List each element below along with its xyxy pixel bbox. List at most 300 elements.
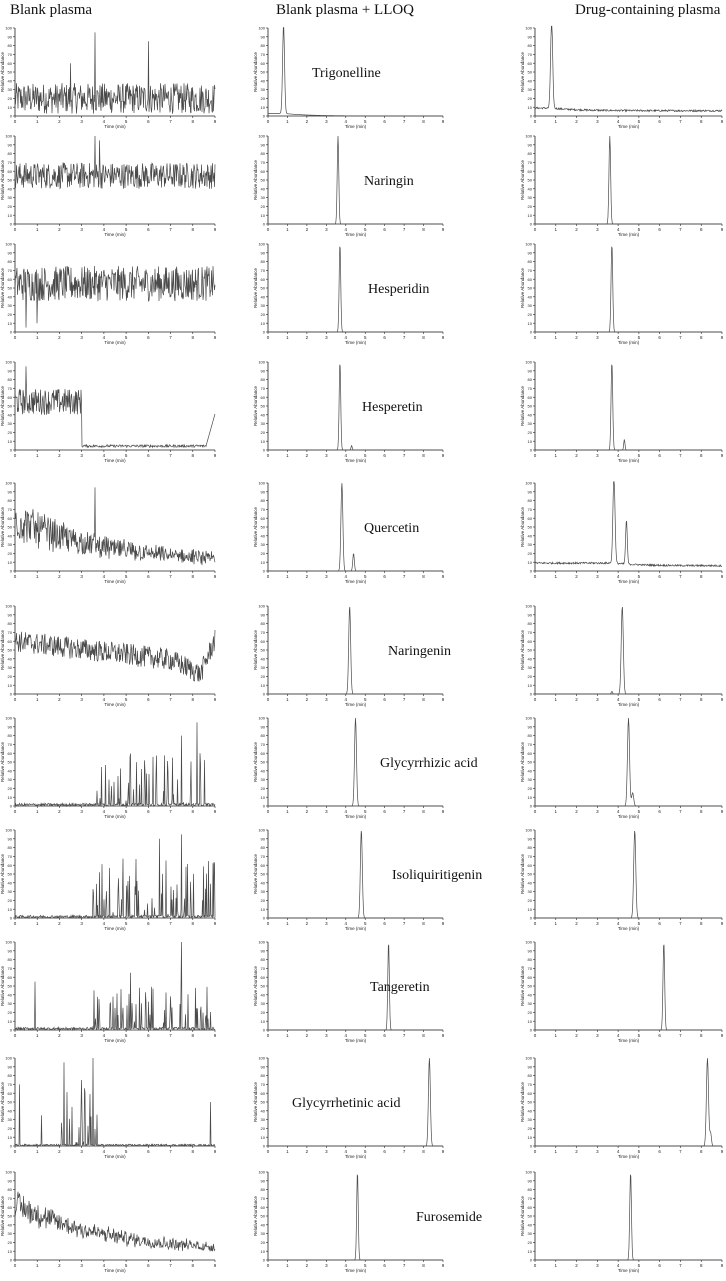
- y-tick-label: 20: [260, 1126, 265, 1131]
- y-tick-label: 50: [260, 524, 265, 530]
- y-tick-label: 100: [5, 480, 12, 486]
- x-tick-label: 5: [637, 119, 641, 124]
- y-tick-label: 100: [525, 1055, 532, 1061]
- y-tick-label: 20: [527, 786, 532, 791]
- x-tick-label: 0: [266, 1263, 270, 1268]
- x-tick-label: 1: [554, 809, 558, 814]
- y-tick-label: 70: [527, 160, 532, 165]
- y-tick-label: 40: [7, 1222, 12, 1228]
- chromatogram-trace: [15, 722, 215, 806]
- x-tick-label: 4: [344, 1263, 348, 1268]
- x-tick-label: 9: [213, 921, 217, 926]
- x-tick-label: 6: [383, 227, 386, 232]
- y-tick-label: 10: [260, 794, 265, 800]
- x-tick-label: 8: [422, 1033, 425, 1038]
- y-tick-label: 70: [260, 1082, 265, 1087]
- x-tick-label: 8: [422, 1263, 425, 1268]
- y-tick-label: 50: [260, 403, 265, 409]
- y-tick-label: 0: [9, 803, 12, 809]
- y-tick-label: 0: [262, 1257, 265, 1263]
- y-tick-label: 100: [525, 133, 532, 139]
- x-tick-label: 3: [325, 335, 328, 340]
- y-tick-label: 0: [529, 1143, 532, 1149]
- x-tick-label: 5: [363, 921, 367, 926]
- y-tick-label: 60: [527, 862, 532, 868]
- y-tick-label: 10: [7, 104, 12, 110]
- x-tick-label: 5: [363, 227, 367, 232]
- y-tick-label: 20: [7, 204, 12, 209]
- x-tick-label: 5: [363, 697, 367, 702]
- x-tick-label: 0: [266, 697, 270, 702]
- x-tick-label: 0: [13, 335, 17, 340]
- x-tick-label: 4: [616, 921, 620, 926]
- x-tick-label: 8: [191, 574, 195, 579]
- y-axis-label: Relative Abundance: [253, 965, 258, 1007]
- x-tick-label: 1: [286, 1033, 289, 1038]
- y-tick-label: 0: [262, 1027, 265, 1033]
- y-tick-label: 30: [527, 87, 532, 93]
- x-tick-label: 7: [402, 1033, 406, 1038]
- y-tick-label: 80: [7, 957, 12, 963]
- y-tick-label: 90: [7, 612, 12, 618]
- x-tick-label: 2: [305, 227, 309, 232]
- y-tick-label: 90: [7, 142, 12, 148]
- y-tick-label: 40: [7, 186, 12, 192]
- x-tick-label: 1: [554, 574, 558, 579]
- x-tick-label: 3: [325, 227, 328, 232]
- y-tick-label: 0: [262, 329, 265, 335]
- x-tick-label: 2: [58, 697, 61, 702]
- y-tick-label: 80: [260, 1073, 265, 1079]
- x-tick-label: 3: [596, 453, 599, 458]
- x-tick-label: 0: [266, 335, 270, 340]
- y-tick-label: 60: [7, 515, 12, 521]
- x-tick-label: 4: [102, 227, 106, 232]
- x-tick-label: 9: [213, 1149, 217, 1154]
- y-tick-label: 100: [258, 241, 265, 247]
- y-tick-label: 30: [260, 87, 265, 93]
- y-axis-label: Relative Abundance: [520, 1195, 525, 1237]
- x-tick-label: 0: [266, 1033, 270, 1038]
- y-tick-label: 0: [529, 915, 532, 921]
- x-tick-label: 2: [305, 1033, 309, 1038]
- y-tick-label: 60: [260, 1090, 265, 1096]
- y-tick-label: 60: [527, 168, 532, 174]
- y-axis-label: Relative Abundance: [0, 159, 5, 201]
- y-tick-label: 100: [525, 603, 532, 609]
- y-tick-label: 100: [5, 1055, 12, 1061]
- y-tick-label: 30: [260, 421, 265, 427]
- y-tick-label: 10: [7, 1248, 12, 1254]
- x-tick-label: 9: [213, 574, 217, 579]
- y-tick-label: 90: [260, 250, 265, 256]
- x-tick-label: 8: [699, 809, 703, 814]
- x-tick-label: 3: [80, 227, 83, 232]
- x-tick-label: 9: [213, 1263, 217, 1268]
- y-tick-label: 50: [527, 1213, 532, 1219]
- x-tick-label: 4: [102, 453, 106, 458]
- y-tick-label: 40: [260, 412, 265, 418]
- y-axis-label: Relative Abundance: [0, 741, 5, 783]
- y-tick-label: 50: [260, 285, 265, 291]
- y-tick-label: 40: [260, 533, 265, 539]
- y-tick-label: 70: [260, 742, 265, 747]
- x-tick-label: 5: [363, 1033, 367, 1038]
- y-tick-label: 70: [260, 966, 265, 971]
- x-tick-label: 8: [699, 697, 703, 702]
- y-tick-label: 0: [529, 568, 532, 574]
- compound-label: Glycyrrhetinic acid: [292, 1096, 401, 1111]
- x-tick-label: 2: [58, 453, 61, 458]
- x-tick-label: 8: [422, 574, 425, 579]
- y-tick-label: 30: [7, 87, 12, 93]
- x-axis-label: Time (min): [104, 458, 126, 463]
- y-tick-label: 60: [527, 515, 532, 521]
- x-axis-label: Time (min): [617, 814, 640, 819]
- x-tick-label: 8: [699, 119, 703, 124]
- x-tick-label: 3: [325, 119, 328, 124]
- x-tick-label: 8: [422, 1149, 425, 1154]
- y-tick-label: 70: [260, 52, 265, 57]
- y-tick-label: 100: [258, 827, 265, 833]
- x-tick-label: 8: [699, 1149, 703, 1154]
- y-tick-label: 10: [527, 1248, 532, 1254]
- x-tick-label: 6: [383, 921, 386, 926]
- x-tick-label: 3: [80, 453, 83, 458]
- y-tick-label: 70: [260, 854, 265, 859]
- y-tick-label: 80: [527, 151, 532, 157]
- y-tick-label: 20: [527, 674, 532, 679]
- x-tick-label: 8: [191, 453, 195, 458]
- y-tick-label: 0: [9, 1143, 12, 1149]
- x-tick-label: 7: [169, 1263, 172, 1268]
- y-tick-label: 0: [262, 221, 265, 227]
- x-tick-label: 3: [80, 574, 83, 579]
- x-tick-label: 3: [596, 809, 599, 814]
- x-tick-label: 2: [575, 335, 578, 340]
- x-tick-label: 4: [616, 574, 620, 579]
- x-tick-label: 0: [266, 119, 270, 124]
- y-tick-label: 80: [7, 1187, 12, 1193]
- x-tick-label: 9: [720, 227, 724, 232]
- x-tick-label: 6: [147, 1033, 150, 1038]
- y-tick-label: 0: [529, 691, 532, 697]
- y-tick-label: 60: [260, 394, 265, 400]
- y-tick-label: 30: [527, 1117, 532, 1123]
- x-tick-label: 6: [658, 1263, 661, 1268]
- x-axis-label: Time (min): [104, 1154, 126, 1159]
- y-tick-label: 100: [525, 25, 532, 31]
- y-tick-label: 30: [527, 195, 532, 201]
- x-tick-label: 6: [383, 809, 386, 814]
- x-tick-label: 5: [363, 574, 367, 579]
- x-tick-label: 7: [169, 453, 172, 458]
- chromatogram-trace: [535, 247, 722, 332]
- chromatogram-trace: [535, 831, 722, 918]
- x-tick-label: 0: [533, 1149, 537, 1154]
- x-tick-label: 2: [58, 1033, 61, 1038]
- x-axis-label: Time (min): [104, 814, 126, 819]
- x-tick-label: 6: [383, 1033, 386, 1038]
- x-axis-label: Time (min): [617, 124, 640, 129]
- x-axis-label: Time (min): [104, 579, 126, 584]
- y-tick-label: 0: [9, 221, 12, 227]
- y-tick-label: 100: [258, 1169, 265, 1175]
- x-tick-label: 3: [325, 1149, 328, 1154]
- y-tick-label: 80: [527, 259, 532, 265]
- y-tick-label: 80: [527, 733, 532, 739]
- x-tick-label: 4: [616, 1263, 620, 1268]
- x-tick-label: 6: [147, 335, 150, 340]
- x-tick-label: 0: [533, 921, 537, 926]
- y-tick-label: 30: [527, 421, 532, 427]
- chromatogram-drug-7: [520, 828, 724, 931]
- y-tick-label: 0: [262, 691, 265, 697]
- y-tick-label: 70: [7, 966, 12, 971]
- x-tick-label: 6: [147, 697, 150, 702]
- y-tick-label: 50: [260, 759, 265, 765]
- y-tick-label: 40: [260, 768, 265, 774]
- x-tick-label: 4: [616, 697, 620, 702]
- compound-label: Glycyrrhizic acid: [380, 756, 478, 771]
- y-tick-label: 70: [527, 1196, 532, 1201]
- y-tick-label: 30: [260, 1001, 265, 1007]
- y-tick-label: 70: [527, 507, 532, 512]
- y-tick-label: 50: [260, 647, 265, 653]
- x-axis-label: Time (min): [104, 124, 126, 129]
- y-tick-label: 90: [7, 368, 12, 374]
- y-tick-label: 90: [260, 489, 265, 495]
- y-tick-label: 80: [260, 377, 265, 383]
- chromatogram-trace: [535, 26, 722, 111]
- y-tick-label: 40: [260, 78, 265, 84]
- y-tick-label: 100: [258, 359, 265, 365]
- y-tick-label: 10: [7, 320, 12, 326]
- x-tick-label: 9: [213, 335, 217, 340]
- y-tick-label: 10: [527, 682, 532, 688]
- x-tick-label: 6: [658, 453, 661, 458]
- x-tick-label: 2: [575, 1263, 578, 1268]
- x-tick-label: 9: [441, 921, 445, 926]
- x-tick-label: 5: [637, 453, 641, 458]
- chromatogram-drug-1: [520, 134, 724, 237]
- y-tick-label: 90: [260, 948, 265, 954]
- y-tick-label: 50: [7, 524, 12, 530]
- y-tick-label: 90: [527, 948, 532, 954]
- y-tick-label: 70: [260, 630, 265, 635]
- x-tick-label: 3: [80, 335, 83, 340]
- y-tick-label: 0: [262, 447, 265, 453]
- y-tick-label: 20: [7, 1126, 12, 1131]
- x-tick-label: 9: [720, 697, 724, 702]
- x-tick-label: 4: [616, 1149, 620, 1154]
- y-tick-label: 70: [7, 1082, 12, 1087]
- y-tick-label: 10: [527, 320, 532, 326]
- x-tick-label: 8: [191, 921, 195, 926]
- x-tick-label: 2: [575, 921, 578, 926]
- x-tick-label: 7: [402, 335, 406, 340]
- y-tick-label: 80: [260, 43, 265, 49]
- y-tick-label: 60: [527, 394, 532, 400]
- y-tick-label: 80: [7, 621, 12, 627]
- y-tick-label: 0: [9, 1257, 12, 1263]
- chromatogram-blank-6: [0, 716, 217, 819]
- y-tick-label: 100: [525, 480, 532, 486]
- x-tick-label: 2: [58, 1149, 61, 1154]
- y-tick-label: 20: [260, 1240, 265, 1245]
- x-tick-label: 4: [102, 697, 106, 702]
- y-tick-label: 50: [260, 69, 265, 75]
- y-tick-label: 90: [7, 948, 12, 954]
- x-tick-label: 3: [80, 1263, 83, 1268]
- y-tick-label: 80: [527, 498, 532, 504]
- x-tick-label: 7: [169, 574, 172, 579]
- y-tick-label: 50: [260, 871, 265, 877]
- y-tick-label: 80: [7, 151, 12, 157]
- y-tick-label: 30: [527, 542, 532, 548]
- x-tick-label: 7: [169, 227, 172, 232]
- x-tick-label: 8: [422, 453, 425, 458]
- y-tick-label: 10: [7, 212, 12, 218]
- y-tick-label: 0: [9, 568, 12, 574]
- x-tick-label: 6: [383, 453, 386, 458]
- x-axis-label: Time (min): [617, 1268, 640, 1273]
- x-tick-label: 9: [213, 119, 217, 124]
- x-axis-label: Time (min): [617, 579, 640, 584]
- x-tick-label: 2: [575, 453, 578, 458]
- x-tick-label: 1: [35, 335, 39, 340]
- x-tick-label: 7: [402, 921, 406, 926]
- y-tick-label: 30: [527, 1001, 532, 1007]
- x-tick-label: 5: [363, 1149, 367, 1154]
- y-tick-label: 20: [260, 786, 265, 791]
- y-tick-label: 0: [262, 803, 265, 809]
- y-tick-label: 80: [527, 845, 532, 851]
- x-tick-label: 8: [191, 1263, 195, 1268]
- y-axis-label: Relative Abundance: [0, 267, 5, 309]
- x-tick-label: 5: [124, 697, 128, 702]
- y-tick-label: 20: [7, 898, 12, 903]
- x-tick-label: 2: [305, 574, 309, 579]
- x-tick-label: 0: [13, 809, 17, 814]
- y-tick-label: 100: [5, 827, 12, 833]
- x-tick-label: 8: [699, 921, 703, 926]
- x-tick-label: 3: [596, 697, 599, 702]
- x-tick-label: 0: [533, 1263, 537, 1268]
- y-tick-label: 0: [529, 803, 532, 809]
- y-axis-label: Relative Abundance: [0, 629, 5, 671]
- x-tick-label: 6: [147, 574, 150, 579]
- y-tick-label: 80: [527, 1073, 532, 1079]
- x-tick-label: 8: [422, 809, 425, 814]
- y-axis-label: Relative Abundance: [0, 51, 5, 93]
- y-axis-label: Relative Abundance: [253, 506, 258, 548]
- x-tick-label: 6: [658, 1149, 661, 1154]
- y-tick-label: 40: [260, 656, 265, 662]
- x-tick-label: 1: [554, 697, 558, 702]
- x-tick-label: 9: [441, 119, 445, 124]
- chromatogram-trace: [535, 1058, 722, 1146]
- x-tick-label: 6: [147, 1149, 150, 1154]
- x-tick-label: 9: [441, 697, 445, 702]
- y-tick-label: 90: [527, 142, 532, 148]
- y-tick-label: 100: [5, 603, 12, 609]
- y-axis-label: Relative Abundance: [520, 629, 525, 671]
- y-tick-label: 70: [527, 854, 532, 859]
- y-tick-label: 70: [527, 742, 532, 747]
- chromatogram-lloq-1: [253, 134, 445, 237]
- x-tick-label: 2: [305, 809, 309, 814]
- x-tick-label: 0: [13, 574, 17, 579]
- x-tick-label: 0: [13, 227, 17, 232]
- x-tick-label: 8: [191, 119, 195, 124]
- compound-label: Tangeretin: [370, 980, 430, 995]
- y-tick-label: 20: [260, 312, 265, 317]
- y-tick-label: 30: [7, 889, 12, 895]
- x-axis-label: Time (min): [344, 232, 367, 237]
- x-tick-label: 5: [637, 809, 641, 814]
- y-tick-label: 10: [260, 320, 265, 326]
- y-tick-label: 50: [260, 983, 265, 989]
- x-tick-label: 0: [13, 1263, 17, 1268]
- y-axis-label: Relative Abundance: [253, 159, 258, 201]
- y-tick-label: 100: [258, 603, 265, 609]
- chromatogram-trace: [15, 1058, 215, 1146]
- x-tick-label: 9: [441, 227, 445, 232]
- x-tick-label: 1: [554, 1149, 558, 1154]
- x-tick-label: 0: [533, 119, 537, 124]
- x-tick-label: 1: [554, 1263, 558, 1268]
- x-axis-label: Time (min): [344, 1268, 367, 1273]
- x-tick-label: 1: [554, 453, 558, 458]
- x-tick-label: 1: [286, 335, 289, 340]
- y-tick-label: 90: [7, 250, 12, 256]
- x-tick-label: 2: [575, 119, 578, 124]
- x-tick-label: 1: [554, 1033, 558, 1038]
- y-tick-label: 70: [260, 507, 265, 512]
- y-axis-label: Relative Abundance: [0, 1195, 5, 1237]
- x-axis-label: Time (min): [344, 702, 367, 707]
- x-tick-label: 4: [344, 453, 348, 458]
- x-tick-label: 0: [13, 921, 17, 926]
- x-tick-label: 4: [102, 119, 106, 124]
- y-axis-label: Relative Abundance: [253, 385, 258, 427]
- x-tick-label: 7: [169, 809, 172, 814]
- x-tick-label: 3: [80, 119, 83, 124]
- y-axis-label: Relative Abundance: [253, 629, 258, 671]
- x-tick-label: 0: [266, 453, 270, 458]
- x-tick-label: 5: [363, 1263, 367, 1268]
- x-tick-label: 6: [658, 1033, 661, 1038]
- x-axis-label: Time (min): [344, 1038, 367, 1043]
- x-tick-label: 6: [147, 1263, 150, 1268]
- y-tick-label: 50: [7, 871, 12, 877]
- y-tick-label: 100: [525, 715, 532, 721]
- y-tick-label: 50: [527, 524, 532, 530]
- x-tick-label: 7: [679, 335, 682, 340]
- x-tick-label: 5: [637, 1263, 641, 1268]
- x-tick-label: 1: [35, 574, 39, 579]
- y-axis-label: Relative Abundance: [520, 267, 525, 309]
- y-tick-label: 10: [260, 212, 265, 218]
- x-tick-label: 6: [147, 809, 150, 814]
- chromatogram-drug-5: [520, 604, 724, 707]
- y-tick-label: 30: [527, 777, 532, 783]
- x-tick-label: 3: [80, 1149, 83, 1154]
- x-tick-label: 1: [35, 227, 39, 232]
- y-tick-label: 60: [260, 974, 265, 980]
- y-tick-label: 40: [7, 768, 12, 774]
